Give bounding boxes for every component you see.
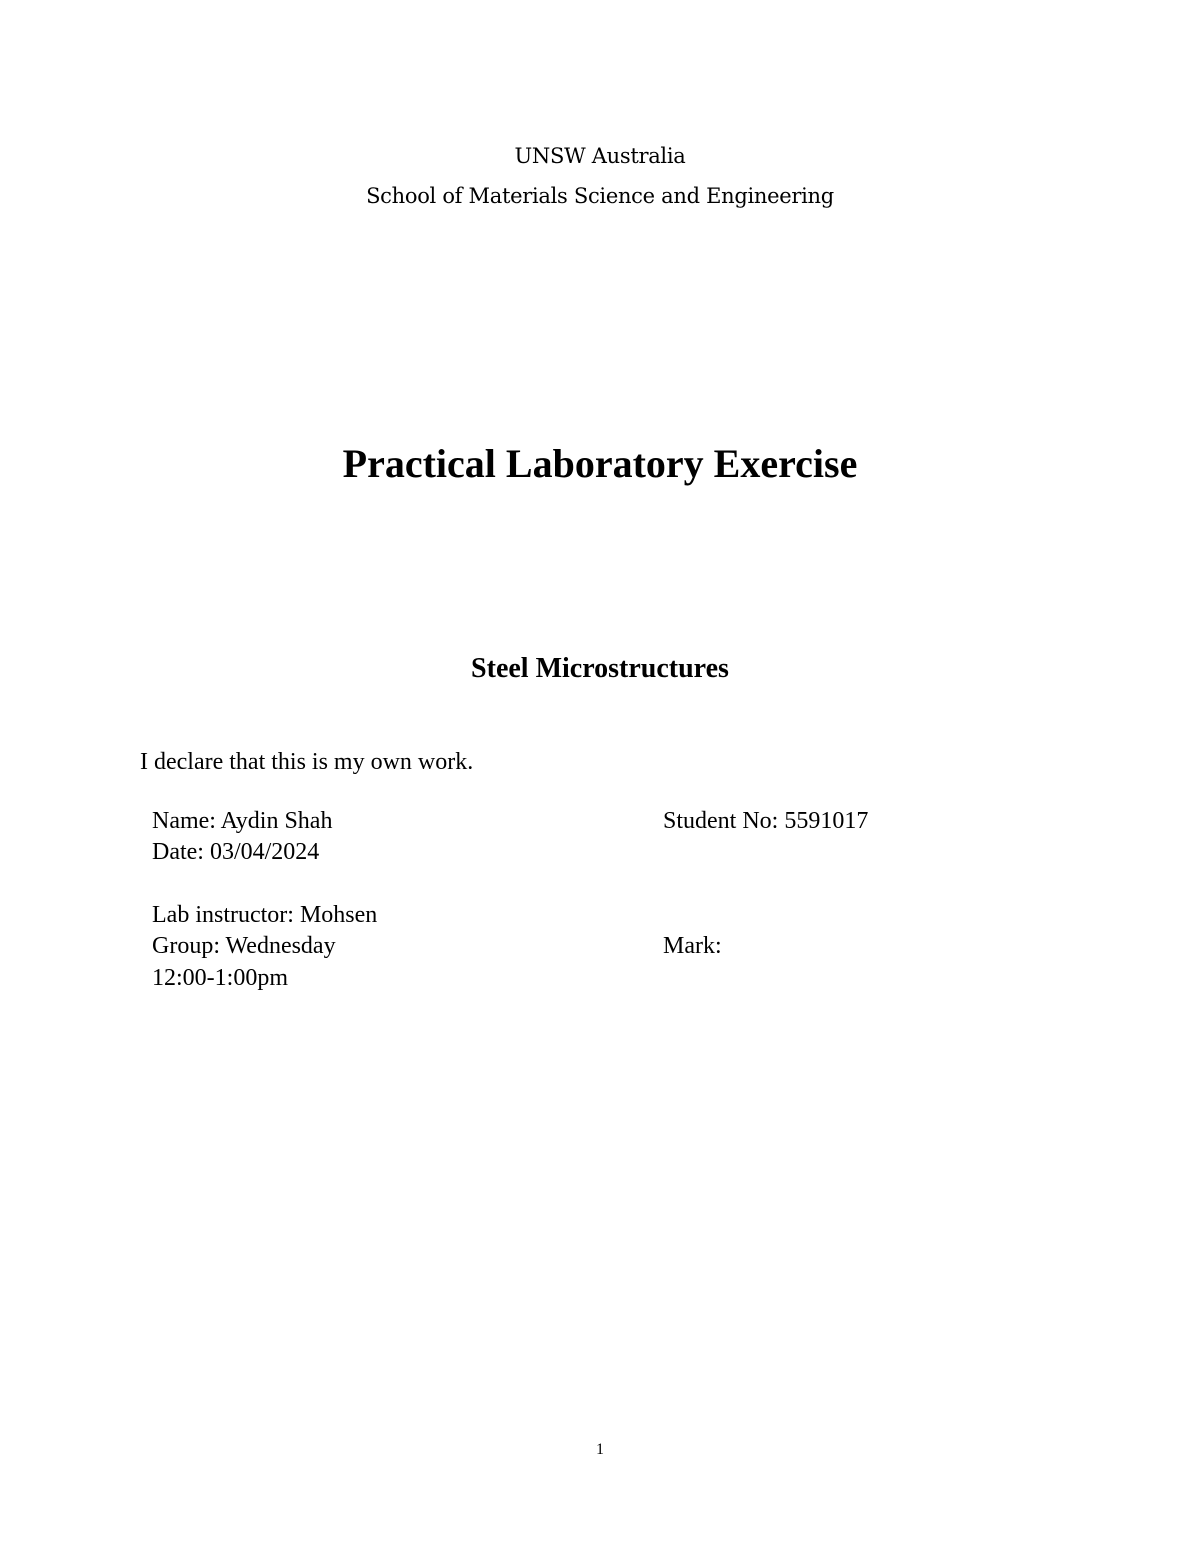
- student-name: Name: Aydin Shah: [152, 808, 333, 834]
- institution-name: UNSW Australia: [514, 144, 686, 168]
- mark-label: Mark:: [663, 933, 722, 959]
- lab-group: Group: Wednesday: [152, 933, 336, 959]
- page-number: 1: [596, 1441, 604, 1458]
- school-name: School of Materials Science and Engineering: [366, 184, 834, 208]
- submission-date: Date: 03/04/2024: [152, 839, 320, 865]
- student-number: Student No: 5591017: [663, 808, 869, 834]
- declaration-text: I declare that this is my own work.: [140, 749, 474, 775]
- document-subtitle: Steel Microstructures: [471, 653, 729, 684]
- lab-instructor: Lab instructor: Mohsen: [152, 902, 378, 928]
- lab-time: 12:00-1:00pm: [152, 965, 288, 991]
- document-title: Practical Laboratory Exercise: [342, 441, 858, 486]
